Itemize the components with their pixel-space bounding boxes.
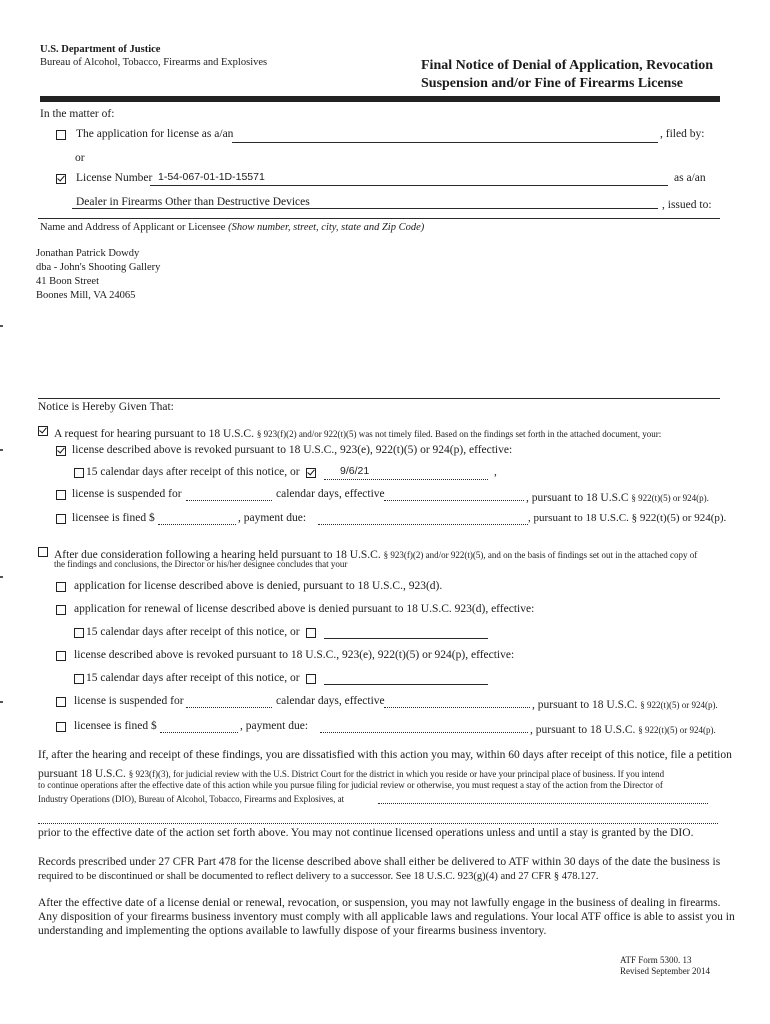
suspended-a-label: license is suspended for (72, 488, 182, 500)
disposition-line1: After the effective date of a license denial or renewal, revocation, or suspension, you may not lawfully engage in the business of dealing in firearms. (38, 897, 721, 909)
application-checkbox[interactable] (56, 130, 66, 140)
matter-heading: In the matter of: (40, 108, 115, 120)
form-title-line2: Suspension and/or Fine of Firearms License (421, 76, 684, 91)
after-hearing-line2: the findings and conclusions, the Director or his/her designee concludes that your (54, 559, 348, 569)
license-number-value: 1-54-067-01-1D-15571 (158, 171, 265, 183)
petition-line4: Industry Operations (DIO), Bureau of Alcohol, Tobacco, Firearms and Explosives, at (38, 794, 345, 804)
fined-a-checkbox[interactable] (56, 514, 66, 524)
fined-a-payment-label: , payment due: (238, 512, 307, 524)
filed-by-label: , filed by: (660, 128, 705, 140)
after-hearing-small: § 923(f)(2) and/or 922(t)(5), and on the basis of findings set out in the attached copy of (383, 550, 698, 560)
licensee-dba: dba - John's Shooting Gallery (36, 262, 161, 273)
fined-a-payment-field[interactable] (318, 524, 528, 525)
suspended-a-statute-small: § 922(t)(5) or 924(p). (631, 493, 709, 503)
revoked-a-text: license described above is revoked pursuant to 18 U.S.C., 923(e), 922(t)(5) or 924(p), effective: (72, 444, 513, 456)
fined-b-label: licensee is fined $ (74, 720, 157, 732)
fined-b-statute-small: § 922(t)(5) or 924(p). (638, 725, 716, 735)
disposition-line2: Any disposition of your firearms business inventory must comply with all applicable laws and regulations. Your local ATF office is able to assist you in (38, 911, 735, 923)
records-line2: required to be discontinued or shall be documented to reflect delivery to a successor. See 18 U.S.C. 923(g)(4) and 27 CFR § 478.127. (38, 871, 599, 882)
licensee-street: 41 Boon Street (36, 276, 99, 287)
issued-to-label: , issued to: (662, 199, 712, 211)
stay-paragraph: prior to the effective date of the action set forth above. You may not continue licensed operations unless and until a stay is granted by the DIO. (38, 827, 694, 839)
check-mark-icon (307, 468, 315, 476)
suspended-a-statute (526, 488, 709, 506)
agency-name: U.S. Department of Justice (40, 44, 161, 55)
after-hearing-checkbox[interactable] (38, 547, 48, 557)
bureau-name: Bureau of Alcohol, Tobacco, Firearms and Explosives (40, 57, 268, 68)
app-denied-checkbox[interactable] (56, 582, 66, 592)
fined-b-statute-main: , pursuant to 18 U.S.C. (530, 724, 639, 736)
revoked-b-text: license described above is revoked pursuant to 18 U.S.C., 923(e), 922(t)(5) or 924(p), effective: (74, 649, 515, 661)
hearing-not-filed-text (54, 424, 661, 442)
name-address-rule (38, 218, 720, 219)
application-label: The application for license as a/an (76, 128, 234, 140)
scan-mark (0, 325, 3, 327)
suspended-b-statute-main: , pursuant to 18 U.S.C. (532, 699, 641, 711)
fifteen-days-b-text: 15 calendar days after receipt of this notice, or (86, 626, 300, 638)
effective-date-a-field[interactable] (324, 479, 488, 480)
check-mark-icon (57, 446, 65, 454)
petition-line3: to continue operations after the effective date of this action while you pursue filing for judicial review or otherwise, you must request a stay of the action from the Director of (38, 780, 663, 790)
scan-mark (0, 701, 3, 703)
suspended-b-effective-label: calendar days, effective (276, 695, 385, 707)
check-mark-icon (39, 426, 47, 434)
or-label: or (75, 152, 85, 164)
suspended-b-checkbox[interactable] (56, 697, 66, 707)
name-address-label-text: Name and Address of Applicant or Licensee (40, 222, 226, 233)
license-number-label: License Number (76, 172, 153, 184)
suspended-a-days-field[interactable] (186, 500, 272, 501)
fined-a-amount-field[interactable] (158, 524, 236, 525)
license-type-field[interactable] (72, 208, 658, 209)
check-mark-icon (57, 174, 65, 182)
effective-date-a-value: 9/6/21 (340, 465, 370, 477)
fifteen-days-b-checkbox[interactable] (74, 628, 84, 638)
name-address-hint: (Show number, street, city, state and Zip Code) (228, 222, 425, 233)
suspended-a-effective-label: calendar days, effective (276, 488, 385, 500)
renewal-denied-text: application for renewal of license described above is denied pursuant to 18 U.S.C. 923(d), effective: (74, 603, 535, 615)
as-aan-label: as a/an (674, 172, 706, 184)
fined-b-checkbox[interactable] (56, 722, 66, 732)
petition-line1: If, after the hearing and receipt of these findings, you are dissatisfied with this action you may, within 60 days after receipt of this notice, file a petition (38, 749, 732, 761)
form-title-line1: Final Notice of Denial of Application, Revocation (421, 58, 714, 73)
records-line1: Records prescribed under 27 CFR Part 478 for the license described above shall either be delivered to ATF within 30 days of the date the business is (38, 856, 721, 868)
suspended-b-label: license is suspended for (74, 695, 184, 707)
revoked-a-checkbox[interactable] (56, 446, 66, 456)
date-b-checkbox[interactable] (306, 628, 316, 638)
date-a-comma: , (494, 466, 497, 478)
disposition-line3: understanding and implementing the options available to lawfully dispose of your firearms business inventory. (38, 925, 547, 937)
notice-heading: Notice is Hereby Given That: (38, 401, 174, 413)
name-address-label (40, 222, 424, 233)
fifteen-days-a-checkbox[interactable] (74, 468, 84, 478)
fined-a-label: licensee is fined $ (72, 512, 155, 524)
form-number: ATF Form 5300. 13 (620, 955, 692, 965)
fined-b-statute (530, 720, 716, 738)
dio-address-field[interactable] (378, 803, 708, 804)
app-denied-text: application for license described above is denied, pursuant to 18 U.S.C., 923(d). (74, 580, 443, 592)
license-number-field[interactable] (150, 185, 668, 186)
petition-line2-main: pursuant 18 U.S.C. (38, 768, 129, 780)
licensee-city: Boones Mill, VA 24065 (36, 290, 136, 301)
notice-rule (38, 398, 720, 399)
scan-mark (0, 449, 3, 451)
fined-a-statute: , pursuant to 18 U.S.C. § 922(t)(5) or 924(p). (528, 512, 727, 524)
license-type-value: Dealer in Firearms Other than Destructive Devices (76, 196, 310, 208)
form-revised: Revised September 2014 (620, 966, 710, 976)
hearing-not-filed-main: A request for hearing pursuant to 18 U.S.C. (54, 428, 257, 440)
scan-mark (0, 576, 3, 578)
revoked-b-checkbox[interactable] (56, 651, 66, 661)
effective-date-b-field[interactable] (324, 638, 488, 639)
suspended-a-checkbox[interactable] (56, 490, 66, 500)
fined-b-payment-field[interactable] (320, 732, 528, 733)
suspended-a-statute-main: , pursuant to 18 U.S.C (526, 492, 632, 504)
effective-date-c-field[interactable] (324, 684, 488, 685)
license-number-checkbox[interactable] (56, 174, 66, 184)
fined-b-payment-label: , payment due: (240, 720, 309, 732)
suspended-b-statute-small: § 922(t)(5) or 924(p). (640, 700, 718, 710)
fined-b-amount-field[interactable] (160, 732, 238, 733)
suspended-b-statute (532, 695, 718, 713)
fifteen-days-a-text: 15 calendar days after receipt of this notice, or (86, 466, 300, 478)
hearing-not-filed-checkbox[interactable] (38, 426, 48, 436)
licensee-name: Jonathan Patrick Dowdy (36, 248, 140, 259)
date-a-checkbox[interactable] (306, 468, 316, 478)
after-hearing-main: After due consideration following a hearing held pursuant to 18 U.S.C. (54, 549, 384, 561)
dio-address-field-2[interactable] (38, 823, 718, 824)
suspended-a-effective-field[interactable] (384, 500, 524, 501)
fifteen-days-c-checkbox[interactable] (74, 674, 84, 684)
fifteen-days-c-text: 15 calendar days after receipt of this notice, or (86, 672, 300, 684)
petition-line2-small: § 923(f)(3), for judicial review with the U.S. District Court for the district in which you reside or have your principal place of business. If you intend (128, 769, 665, 779)
date-c-checkbox[interactable] (306, 674, 316, 684)
hearing-not-filed-small: § 923(f)(2) and/or 922(t)(5) was not timely filed. Based on the findings set forth in the attached document, your: (256, 429, 662, 439)
suspended-b-days-field[interactable] (186, 707, 272, 708)
header-rule (40, 96, 720, 102)
application-type-field[interactable] (232, 142, 658, 143)
suspended-b-effective-field[interactable] (384, 707, 530, 708)
renewal-denied-checkbox[interactable] (56, 605, 66, 615)
